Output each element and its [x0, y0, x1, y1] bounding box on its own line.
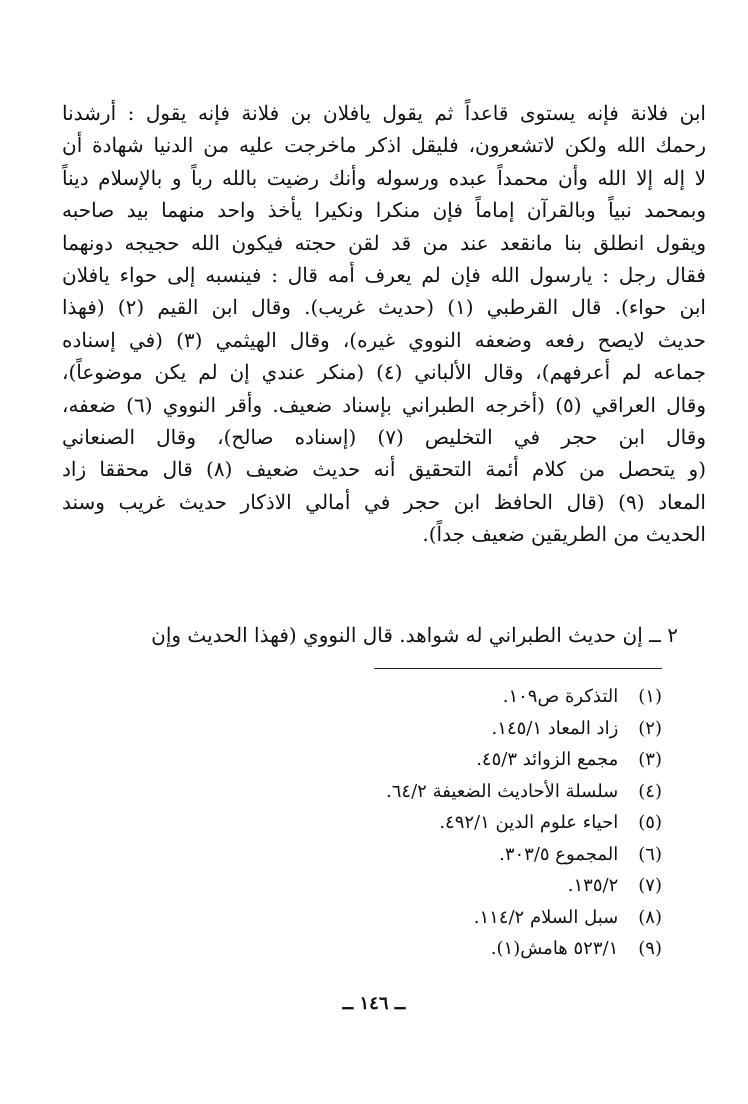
footnote-number: (٢) [638, 717, 662, 739]
footnote-text: التذكرة ص١٠٩. [502, 686, 619, 707]
footnote-item [242, 870, 662, 902]
text-line: ابن فلانة فإنه يستوى قاعداً ثم يقول يافلان بن فلانة فإنه يقول : أرشدنا [62, 101, 706, 125]
footnote-text: سبل السلام ١١٤/٢. [473, 906, 619, 928]
text-line: لا إله إلا الله وأن محمداً عبده ورسوله وأنك رضيت بالله رباً و بالإسلام ديناً [62, 165, 706, 190]
text-line: (و يتحصل من كلام أئمة التحقيق أنه حديث ضعيف (٨) قال محققا زاد [62, 457, 706, 482]
text-line: الحديث من الطريقين ضعيف جداً). [422, 522, 706, 547]
footnotes-list [242, 681, 662, 965]
footnote-number: (٧) [638, 875, 662, 896]
footnote-number: (٦) [638, 843, 662, 865]
text-line: وقال ابن حجر في التخليص (٧) (إسناده صالح)، وقال الصنعاني [62, 424, 706, 449]
text-line: وقال العراقي (٥) (أخرجه الطبراني بإسناد ضعيف. وأقر النووي (٦) ضعفه، [62, 392, 706, 417]
text-line: ويقول انطلق بنا مانقعد عند من قد لقن حجته فيكون الله حجيجه دونهما [62, 230, 706, 255]
footnote-text: سلسلة الأحاديث الضعيفة ٦٤/٢. [386, 780, 619, 802]
footnote-number: (٣) [638, 749, 662, 770]
footnote-item [242, 776, 662, 808]
text-line: حديث لايصح رفعه وضعفه النووي غيره)، وقال الهيثمي (٣) (في إسناده [62, 327, 706, 352]
footnote-number: (٥) [638, 812, 662, 833]
text-line: جماعه لم أعرفهم)، وقال الألباني (٤) (منكر عندي إن لم يكن موضوعاً)، [62, 360, 706, 385]
text-line: المعاد (٩) (قال الحافظ ابن حجر في أمالي الاذكار حديث غريب وسند [62, 489, 706, 514]
footnote-item [242, 807, 662, 839]
footnote-text: احياء علوم الدين ٤٩٢/١. [439, 812, 619, 833]
footnote-number: (٤) [638, 780, 662, 802]
footnote-text: ٥٢٣/١ هامش(١). [490, 938, 619, 959]
footnote-text: ١٣٥/٢. [567, 875, 619, 896]
text-line: ابن حواء). قال القرطبي (١) (حديث غريب). وقال ابن القيم (٢) (فهذا [62, 295, 706, 320]
second-paragraph-text: ٢ ــ إن حديث الطبراني له شواهد. قال النووي (فهذا الحديث وإن [151, 623, 678, 647]
footnote-divider [374, 668, 662, 669]
footnote-item [242, 933, 662, 965]
footnote-text: مجمع الزوائد ٤٥/٣. [476, 749, 619, 770]
footnote-item [242, 839, 662, 871]
footnote-number: (٩) [638, 938, 662, 959]
main-paragraph [62, 97, 706, 550]
footnote-number: (٨) [638, 906, 662, 928]
footnote-text: المجموع ٣٠٣/٥. [499, 843, 619, 865]
footnote-item [242, 681, 662, 713]
footnote-item [242, 744, 662, 776]
footnote-item [242, 713, 662, 745]
text-line: وبمحمد نبياً وبالقرآن إماماً فإن منكرا ونكيرا يأخذ واحد منهما بيد صاحبه [62, 198, 706, 223]
text-line: فقال رجل : يارسول الله فإن لم يعرف أمه قال : فينسبه إلى حواء يافلان [62, 262, 706, 287]
footnote-number: (١) [638, 686, 662, 707]
page-number: ــ ١٤٦ ــ [342, 993, 406, 1014]
text-line: رحمك الله ولكن لاتشعرون، فليقل اذكر ماخرجت عليه من الدنيا شهادة أن [62, 133, 706, 158]
second-paragraph [62, 619, 706, 651]
footnote-item [242, 902, 662, 934]
footnote-text: زاد المعاد ١٤٥/١. [491, 717, 619, 739]
